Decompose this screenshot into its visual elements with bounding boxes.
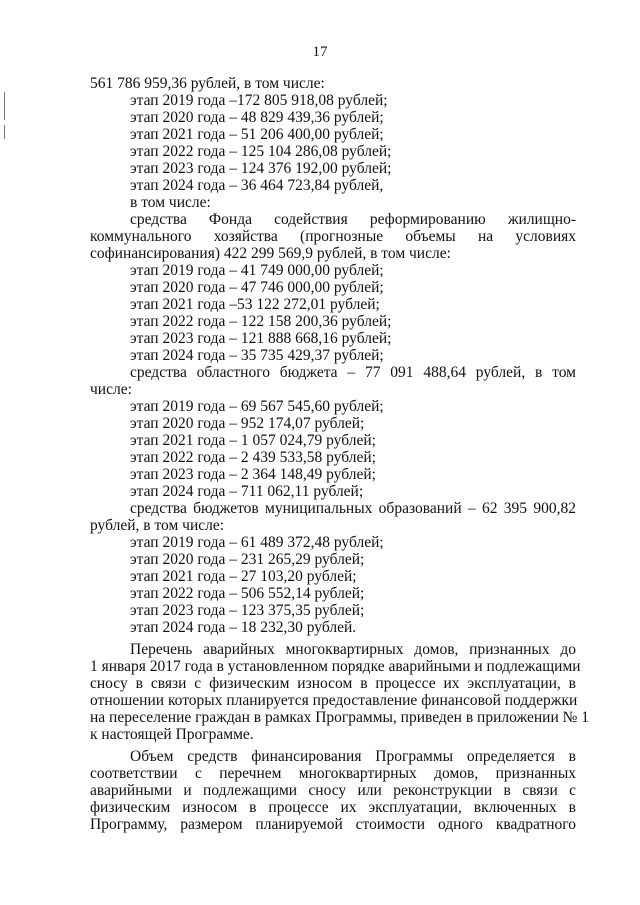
list-item: этап 2019 года –172 805 918,08 рублей;: [130, 92, 388, 109]
total-amount-line: 561 786 959,36 рублей, в том числе:: [90, 75, 325, 92]
list-item: этап 2020 года – 952 174,07 рублей;: [130, 415, 365, 432]
list-item: этап 2020 года – 48 829 439,36 рублей;: [130, 109, 384, 126]
list-item: этап 2021 года – 27 103,20 рублей;: [130, 568, 357, 585]
list-item: этап 2021 года –53 122 272,01 рублей;: [130, 296, 380, 313]
regional-budget-line: числе:: [90, 381, 132, 398]
paragraph-line: Перечень аварийных многоквартирных домов, признанных до: [130, 641, 576, 658]
paragraph-line: физическим износом в процессе их эксплуатации, включенных в: [90, 799, 576, 816]
list-item: этап 2023 года – 121 888 668,16 рублей;: [130, 330, 392, 347]
paragraph-line: отношении которых планируется предоставление финансовой поддержки: [90, 692, 578, 709]
paragraph-line: 1 января 2017 года в установленном порядке аварийными и подлежащими: [90, 658, 581, 675]
paragraph-line: Программу, размером планируемой стоимости одного квадратного: [90, 816, 576, 833]
list-item: этап 2024 года – 35 735 429,37 рублей;: [130, 347, 384, 364]
list-item: этап 2024 года – 711 062,11 рублей;: [130, 483, 364, 500]
list-item: этап 2023 года – 123 375,35 рублей;: [130, 602, 365, 619]
paragraph-line: сносу в связи с физическим износом в процессе их эксплуатации, в: [90, 675, 576, 692]
list-item: этап 2021 года – 51 206 400,00 рублей;: [130, 126, 384, 143]
paragraph-line: на переселение граждан в рамках Программы, приведен в приложении № 1: [90, 709, 590, 726]
list-item: этап 2024 года – 18 232,30 рублей.: [130, 619, 357, 636]
paragraph-line: соответствии с перечнем многоквартирных домов, признанных: [90, 765, 576, 782]
list-item: этап 2022 года – 506 552,14 рублей;: [130, 585, 365, 602]
list-item: этап 2019 года – 41 749 000,00 рублей;: [130, 262, 384, 279]
list-item: этап 2021 года – 1 057 024,79 рублей;: [130, 432, 376, 449]
list-item: этап 2019 года – 61 489 372,48 рублей;: [130, 534, 384, 551]
list-item: этап 2020 года – 47 746 000,00 рублей;: [130, 279, 384, 296]
text-line: в том числе:: [130, 194, 211, 211]
regional-budget-line: средства областного бюджета – 77 091 488,64 рублей, в том: [130, 364, 576, 381]
margin-mark: [4, 125, 5, 139]
paragraph-line: Объем средств финансирования Программы определяется в: [130, 748, 576, 765]
margin-mark: [4, 92, 5, 120]
paragraph-line: к настоящей Программе.: [90, 726, 254, 743]
list-item: этап 2019 года – 69 567 545,60 рублей;: [130, 398, 384, 415]
paragraph-line: аварийными и подлежащими сносу или реконструкции в связи с: [90, 782, 576, 799]
list-item: этап 2020 года – 231 265,29 рублей;: [130, 551, 365, 568]
municipal-budget-line: рублей, в том числе:: [90, 517, 225, 534]
fund-paragraph-line: софинансирования) 422 299 569,9 рублей, в том числе:: [90, 245, 451, 262]
list-item: этап 2023 года – 2 364 148,49 рублей;: [130, 466, 376, 483]
list-item: этап 2022 года – 2 439 533,58 рублей;: [130, 449, 376, 466]
list-item: этап 2022 года – 125 104 286,08 рублей;: [130, 143, 392, 160]
list-item: этап 2023 года – 124 376 192,00 рублей;: [130, 160, 392, 177]
fund-paragraph-line: коммунального хозяйства (прогнозные объемы на условиях: [90, 228, 576, 245]
page-number: 17: [312, 44, 328, 60]
list-item: этап 2022 года – 122 158 200,36 рублей;: [130, 313, 392, 330]
fund-paragraph-line: средства Фонда содействия реформированию жилищно-: [130, 211, 576, 228]
list-item: этап 2024 года – 36 464 723,84 рублей,: [130, 177, 384, 194]
municipal-budget-line: средства бюджетов муниципальных образований – 62 395 900,82: [130, 500, 576, 517]
